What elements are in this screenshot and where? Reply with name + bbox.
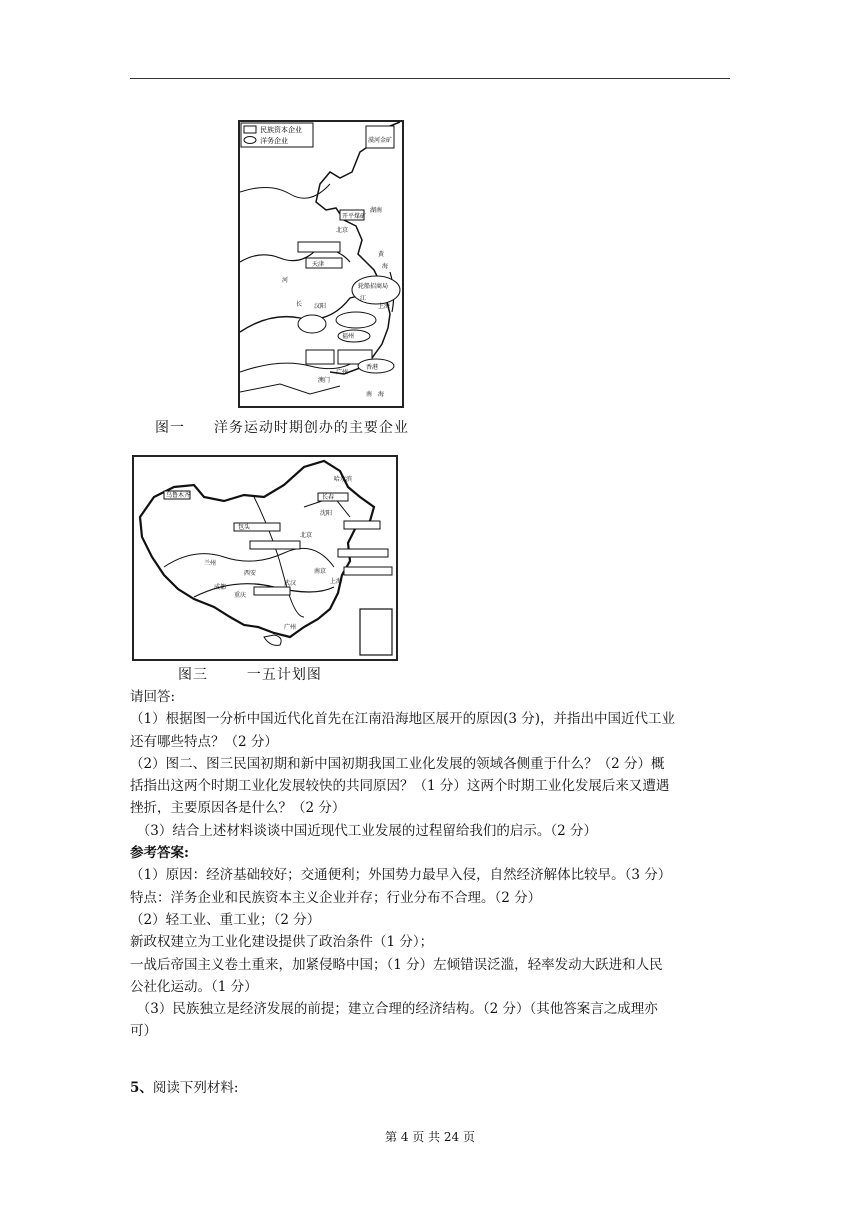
question-line-1: （1）根据图一分析中国近代化首先在江南沿海地区展开的原因(3 分)，并指出中国近代工业 [130, 711, 676, 728]
label-shanghai: 上海 [378, 303, 391, 310]
label-chang: 长 [296, 301, 303, 308]
box-shanghai [344, 567, 392, 575]
figure3-caption [178, 664, 322, 684]
answer-line-4: 新政权建立为工业化建设提供了政治条件（1 分）； [130, 934, 434, 951]
question-block [130, 686, 734, 1043]
label-sea: 海 [382, 263, 389, 270]
figure3-caption-label: 图三 [178, 667, 208, 683]
label-hanyang: 汉阳 [314, 303, 327, 310]
label-south: 南 [366, 391, 373, 398]
label-baotou: 包头 [238, 524, 251, 531]
label-nanjing: 南京 [314, 568, 327, 575]
label-urumqi: 乌鲁木齐 [166, 492, 191, 499]
arsenal-box-1 [298, 242, 340, 252]
hanyang-ellipse [298, 315, 326, 333]
label-harbin: 哈尔滨 [334, 476, 353, 483]
label-wuhan: 武汉 [284, 580, 297, 587]
legend-item-national: 民族资本企业 [260, 126, 302, 134]
jiangnan-ellipse [336, 312, 376, 328]
box-east [338, 549, 388, 557]
label-hunan: 湖南 [370, 207, 383, 214]
guangzhou-box-1 [306, 350, 334, 364]
label-shanghai: 上海 [330, 578, 343, 585]
hainan-island [264, 635, 281, 645]
northern-border [240, 184, 330, 198]
label-guangzhou: 广州 [336, 369, 349, 376]
figure1-caption-text: 洋务运动时期创办的主要企业 [213, 420, 409, 436]
figure1-caption-label: 图一 [155, 420, 185, 436]
question-line-2: 还有哪些特点？（2 分） [130, 733, 278, 750]
southern-border [240, 384, 340, 394]
figure3-caption-text: 一五计划图 [246, 667, 322, 683]
label-xian: 西安 [244, 570, 257, 577]
figure3-map-drawing [134, 457, 396, 659]
box-beijing [250, 541, 300, 549]
question-line-4: 括指出这两个时期工业化发展较快的共同原因？（1 分）这两个时期工业化发展后来又遭遇 [130, 778, 670, 795]
question-intro: 请回答: [130, 689, 176, 705]
section-number: 5、 [130, 1080, 153, 1096]
answer-heading: 参考答案: [130, 845, 189, 862]
label-river: 河 [282, 277, 289, 284]
label-hongkong: 香港 [366, 364, 379, 371]
label-steamship: 轮船招商局 [358, 283, 389, 290]
box-shenyang [344, 521, 380, 529]
label-chongqing: 重庆 [234, 592, 247, 599]
label-changchun: 长春 [322, 494, 335, 501]
answer-line-3: （2）轻工业、重工业；（2 分） [130, 911, 321, 928]
label-lanzhou: 兰州 [204, 560, 217, 567]
label-guangzhou: 广州 [284, 624, 297, 631]
figure1-map [238, 120, 404, 408]
answer-line-7: （3）民族独立是经济发展的前提；建立合理的经济结构。（2 分）（其他答案言之成理亦 [130, 1001, 658, 1018]
box-wuhan [254, 587, 290, 595]
railway-1 [164, 548, 334, 567]
label-shenyang: 沈阳 [320, 510, 333, 517]
label-yellow: 黄 [378, 251, 385, 258]
header-rule [130, 78, 730, 79]
next-section [130, 1077, 734, 1099]
page-footer: 第 4 页 共 24 页 [385, 1130, 475, 1144]
label-tianjin: 天津 [312, 261, 325, 268]
question-line-6: （3）结合上述材料谈谈中国近现代工业发展的过程留给我们的启示。（2 分） [130, 822, 597, 839]
label-fuzhou: 福州 [342, 333, 355, 340]
answer-line-6: 公社化运动。（1 分） [130, 978, 258, 995]
label-kaiping: 开平煤矿 [342, 213, 367, 220]
figure3-map [132, 455, 398, 661]
answer-line-8: 可） [130, 1023, 157, 1040]
label-mohe: 漠河金矿 [368, 137, 393, 144]
answer-line-1: （1）原因：经济基础较好；交通便利；外国势力最早入侵，自然经济解体比较早。（3 分） [130, 867, 672, 884]
figure1-caption [155, 417, 409, 437]
question-line-5: 挫折，主要原因各是什么？（2 分） [130, 800, 346, 817]
question-line-3: （2）图二、图三民国初期和新中国初期我国工业化发展的领域各侧重于什么？（2 分）概 [130, 755, 665, 772]
label-beijing: 北京 [336, 227, 349, 234]
section-title: 阅读下列材料: [152, 1080, 239, 1096]
figure1-map-drawing [240, 122, 402, 406]
railway-2 [254, 497, 304, 617]
legend-item-westernization: 洋务企业 [260, 137, 288, 145]
label-chengdu: 成都 [214, 584, 227, 591]
label-beijing: 北京 [300, 532, 313, 539]
answer-line-5: 一战后帝国主义卷土重来，加紧侵略中国；（1 分）左倾错误泛滥，轻率发动大跃进和人民 [130, 956, 663, 973]
answer-line-2: 特点：洋务企业和民族资本主义企业并存；行业分布不合理。（2 分） [130, 889, 542, 906]
label-south-sea: 海 [378, 391, 385, 398]
label-jiang: 江 [360, 295, 367, 302]
south-china-sea-inset [360, 609, 392, 655]
label-macao: 澳门 [318, 377, 331, 384]
